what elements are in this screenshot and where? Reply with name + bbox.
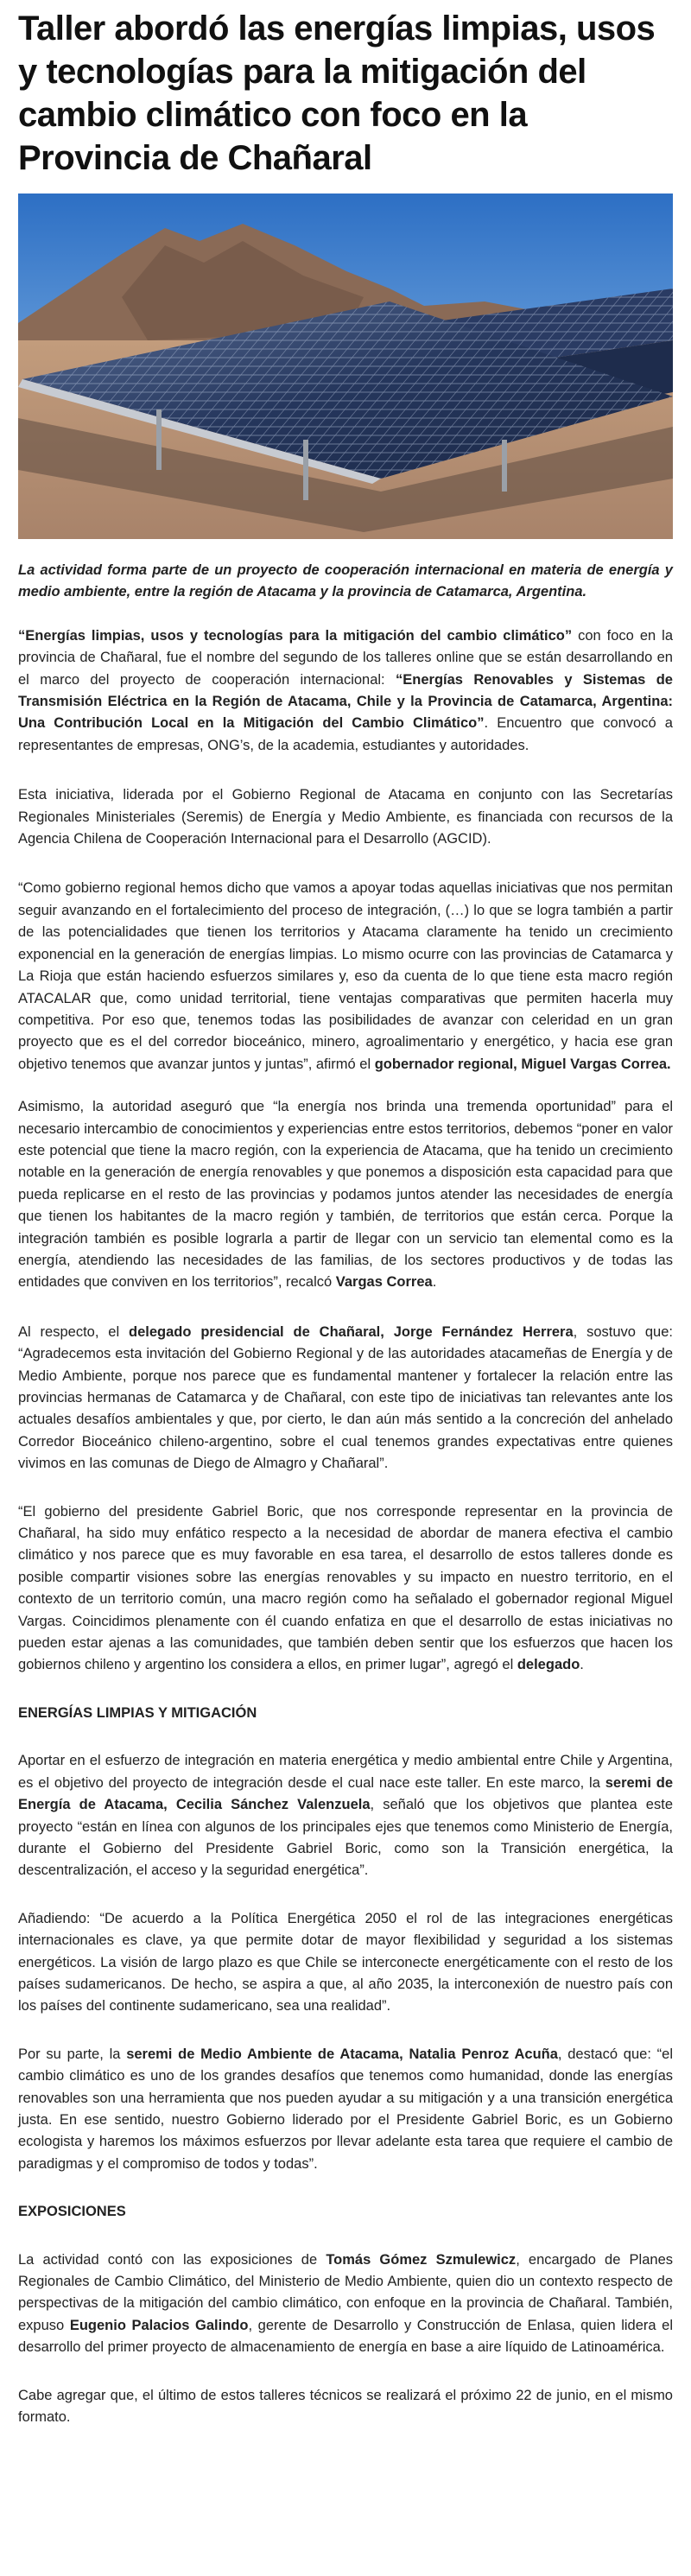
paragraph: “Energías limpias, usos y tecnologías para la mitigación del cambio climático” con foco en la provincia de Chañaral, fue el nombre del segundo de los talleres online que se están desarrollando en el marco del proyecto de cooperación internacional: “Energías Renovables y Sistemas de Transmisión Eléctrica en la Región de Atacama, Chile y la Provincia de Catamarca, Argentina: Una Contribución Local en la Mitigación del Cambio Climático”. Encuentro que convocó a representantes de empresas, ONG’s, de la academia, estudiantes y autoridades. (18, 627, 674, 753)
emphasis: delegado (517, 1657, 580, 1673)
paragraph: Asimismo, la autoridad aseguró que “la energía nos brinda una tremenda oportunidad” para el necesario intercambio de conocimientos y experiencias entre estos territorios, debemos “poner en valor este potencial que tiene la macro región, con la experiencia de Atacama, que ha tenido un crecimiento notable en la generación de energía renovables y que ponemos a disposición esta capacidad para que pueda replicarse en el resto de las provincias y podamos juntos atender las necesidades de energía que tienen los habitantes de la macro región y también, de territorios que están cerca. Porque la integración también es posible lograrla a partir de llegar con un servicio tan elemental como es la energía, atendiendo las necesidades de las familias, de los sectores productivos y de todas las entidades que conviven en los territorios”, recalcó Vargas Correa. (18, 1099, 673, 1291)
paragraph: Esta iniciativa, liderada por el Gobierno Regional de Atacama en conjunto con las Secretarías Regionales Ministeriales (Seremis) de Energía y Medio Ambiente, es financiada con recursos de la Agencia Chilena de Cooperación Internacional para el Desarrollo (AGCID). (18, 787, 673, 847)
paragraph: Añadiendo: “De acuerdo a la Política Energética 2050 el rol de las integraciones energéticas internacionales es clave, ya que permite dotar de mayor flexibilidad y seguridad a los sistemas energéticos. La visión de largo plazo es que Chile se interconecte energéticamente con el resto de los países sudamericanos. De hecho, se aspira a que, al año 2035, la interconexión de nuestro país con los países del continente sudamericano, sea una realidad”. (18, 1910, 673, 2014)
emphasis: seremi de Energía de Atacama, Cecilia Sánchez Valenzuela (18, 1774, 674, 1813)
emphasis: “Energías limpias, usos y tecnologías para la mitigación del cambio climático” (18, 627, 573, 644)
paragraph: “Como gobierno regional hemos dicho que vamos a apoyar todas aquellas iniciativas que nos permitan seguir avanzando en el fortalecimiento del proceso de integración, (…) lo que se logra también a partir de las potencialidades que tienen los territorios y Atacama claramente ha tenido un crecimiento exponencial en la generación de energías limpias. Lo mismo ocurre con las provincias de Catamarca y La Rioja que están haciendo esfuerzos similares y, eso da cuenta de lo que tiene esta macro región ATACALAR que, como unidad territorial, tiene ventajas comparativas que permiten hacerla muy competitiva. Por eso que, tenemos todas las posibilidades de avanzar con celeridad en un gran proyecto que es el del corredor bioceánico, minero, agroalimentario y energético, y hacia ese gran objetivo tenemos que avanzar juntos y juntas”, afirmó el gobernador regional, Miguel Vargas Correa. (18, 880, 673, 1072)
emphasis: Tomás Gómez Szmulewicz (326, 2251, 517, 2268)
paragraph: Cabe agregar que, el último de estos talleres técnicos se realizará el próximo 22 de junio, en el mismo formato. (18, 2387, 673, 2426)
emphasis: “Energías Renovables y Sistemas de Transmisión Eléctrica en la Región de Atacama, Chile y la Provincia de Catamarca, Argentina: Una Contribución Local en la Mitigación del Cambio Climático” (18, 671, 673, 732)
article-title: Taller abordó las energías limpias, usos y tecnologías para la mitigación del cambio climático con foco en la Provincia de Chañaral (18, 10, 656, 177)
paragraph: Por su parte, la seremi de Medio Ambiente de Atacama, Natalia Penroz Acuña, destacó que: “el cambio climático es uno de los grandes desafíos que tenemos como humanidad, donde las energías renovables son una herramienta que nos pueden ayudar a su mitigación y a una transición energética justa. En ese sentido, nuestro Gobierno liderado por el Presidente Gabriel Boric, es un Gobierno ecologista y haremos los máximos esfuerzos por llevar adelante esta tarea que requiere el cambio de paradigmas y el compromiso de todos y todas”. (18, 2046, 674, 2172)
section-heading-energy: ENERGÍAS LIMPIAS Y MITIGACIÓN (18, 1704, 257, 1721)
hero-image (18, 194, 673, 539)
emphasis: Vargas Correa (335, 1274, 433, 1291)
solar-panels-photo (18, 194, 673, 539)
paragraph: Aportar en el esfuerzo de integración en materia energética y medio ambiental entre Chile y Argentina, es el objetivo del proyecto de integración desde el cual nace este taller. En este marco, la seremi de Energía de Atacama, Cecilia Sánchez Valenzuela, señaló que los objetivos que plantea este proyecto “están en línea con algunos de los principales ejes que tenemos como Ministerio de Energía, durante el Gobierno del Presidente Gabriel Boric, como son la Transición energética, la descentralización, el acceso y la seguridad energética”. (18, 1753, 674, 1879)
emphasis: Eugenio Palacios Galindo (69, 2317, 249, 2333)
paragraph: La actividad contó con las exposiciones de Tomás Gómez Szmulewicz, encargado de Planes Regionales de Cambio Climático, del Ministerio de Medio Ambiente, quien dio un contexto respecto de perspectivas de la mitigación del cambio climático, con enfoque en la provincia de Chañaral. También, expuso Eugenio Palacios Galindo, gerente de Desarrollo y Construcción de Enlasa, quien lidera el desarrollo del primer proyecto de almacenamiento de energía en base a aire líquido de Latinoamérica. (18, 2251, 674, 2356)
emphasis: gobernador regional, Miguel Vargas Correa. (374, 1056, 671, 1072)
article-lede: La actividad forma parte de un proyecto de cooperación internacional en materia de energía y medio ambiente, entre la región de Atacama y la provincia de Catamarca, Argentina. (18, 562, 673, 600)
paragraph: “El gobierno del presidente Gabriel Boric, que nos corresponde representar en la provincia de Chañaral, ha sido muy enfático respecto a la necesidad de abordar de manera efectiva el cambio climático y nos parece que es muy favorable en esa tarea, el desarrollo de estos talleres donde es posible compartir visiones sobre las energías renovables y su impacto en nuestro territorio, en el contexto de un territorio común, una macro región como ha señalado el gobernador regional Miguel Vargas. Coincidimos plenamente con él cuando enfatiza en que el desarrollo de estas iniciativas no pueden estar ajenas a las comunidades, que también deben sentir que los esfuerzos que hacen los gobiernos chileno y argentino los considera a ellos, en primer lugar”, agregó el delegado. (18, 1503, 673, 1673)
emphasis: delegado presidencial de Chañaral, Jorge Fernández Herrera (129, 1323, 574, 1340)
paragraph: Al respecto, el delegado presidencial de Chañaral, Jorge Fernández Herrera, sostuvo que: “Agradecemos esta invitación del Gobierno Regional y de las autoridades atacameñas de Energía y de Medio Ambiente, porque nos parece que es fundamental mantener y fortalecer la relación entre las provincias hermanas de Catamarca y de Chañaral, con este tipo de iniciativas tan relevantes ante los actuales desafíos ambientales y que, por cierto, le dan aún más sentido a la concreción del anhelado Corredor Bioceánico chileno-argentino, sobre el cual tenemos grandes expectativas entre quienes vivimos en las comunas de Diego de Almagro y Chañaral”. (18, 1323, 673, 1472)
emphasis: seremi de Medio Ambiente de Atacama, Natalia Penroz Acuña (126, 2046, 558, 2062)
section-heading-exposiciones: EXPOSICIONES (18, 2204, 126, 2220)
